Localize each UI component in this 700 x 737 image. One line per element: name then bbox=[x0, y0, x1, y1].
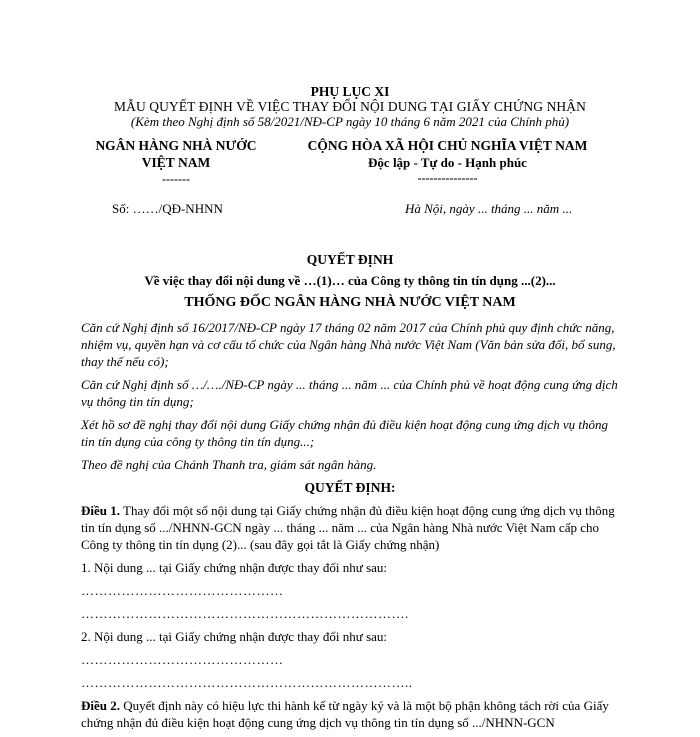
appendix-note: (Kèm theo Nghị định số 58/2021/NĐ-CP ngày 10 tháng 6 năm 2021 của Chính phủ) bbox=[130, 114, 570, 129]
preamble-paragraph: Căn cứ Nghị định số 16/2017/NĐ-CP ngày 17 tháng 02 năm 2017 của Chính phủ quy định chức năng, nhiệm vụ, quyền hạn và cơ cấu tổ chức của Ngân hàng Nhà nước Việt Nam (Văn bản sửa đổi, bổ sung, thay thế nếu có); bbox=[81, 320, 616, 369]
appendix-title: PHỤ LỤC XI bbox=[310, 84, 390, 99]
preamble-paragraph: Theo đề nghị của Chánh Thanh tra, giám sát ngân hàng. bbox=[81, 457, 377, 472]
fill-in-line: ……………………………………… bbox=[81, 583, 284, 598]
nation-name: CỘNG HÒA XÃ HỘI CHỦ NGHĨA VIỆT NAM bbox=[307, 138, 588, 153]
place-and-date: Hà Nội, ngày ... tháng ... năm ... bbox=[405, 201, 573, 216]
issuing-organization bbox=[78, 138, 274, 186]
document-body bbox=[81, 319, 619, 737]
article-2-text: Quyết định này có hiệu lực thi hành kể từ ngày ký và là một bộ phận không tách rời của Giấy chứng nhận đủ điều kiện hoạt động cung ứng dịch vụ thông tin tín dụng số .../NHNN-GCN bbox=[81, 698, 609, 730]
org-name-line1: NGÂN HÀNG NHÀ NƯỚC bbox=[95, 138, 257, 153]
decision-subject: Về việc thay đổi nội dung về …(1)… của Công ty thông tin tín dụng ...(2)... bbox=[144, 273, 556, 288]
appendix-subtitle: MẪU QUYẾT ĐỊNH VỀ VIỆC THAY ĐỔI NỘI DUNG TẠI GIẤY CHỨNG NHẬN bbox=[114, 99, 586, 114]
document-number: Số: ……/QĐ-NHNN bbox=[112, 201, 223, 216]
org-divider: ------- bbox=[162, 171, 190, 186]
fill-in-line: ………………………………………………………………. bbox=[81, 606, 409, 621]
article-1-item-1: 1. Nội dung ... tại Giấy chứng nhận được thay đổi như sau: bbox=[81, 560, 388, 575]
nation-divider: --------------- bbox=[417, 171, 478, 186]
org-name-line2: VIỆT NAM bbox=[141, 154, 211, 170]
fill-in-line: ……………………………………… bbox=[81, 652, 284, 667]
issuing-authority: THỐNG ĐỐC NGÂN HÀNG NHÀ NƯỚC VIỆT NAM bbox=[184, 295, 516, 310]
nation-motto: Độc lập - Tự do - Hạnh phúc bbox=[368, 154, 527, 170]
decision-title: QUYẾT ĐỊNH bbox=[306, 252, 394, 267]
article-1-text: Thay đổi một số nội dung tại Giấy chứng nhận đủ điều kiện hoạt động cung ứng dịch vụ thông tin tín dụng số .../NHNN-GCN ngày ... tháng ... năm ... của Ngân hàng Nhà nước Việt Nam cấp cho Công ty thông tin tín dụng (2)... (sau đây gọi tắt là Giấy chứng nhận) bbox=[81, 503, 615, 552]
fill-in-line: ……………………………………………………………….. bbox=[81, 675, 413, 690]
article-2-label: Điều 2. bbox=[81, 698, 120, 713]
article-1 bbox=[81, 502, 619, 553]
preamble-paragraph: Căn cứ Nghị định số …/…./NĐ-CP ngày ... tháng ... năm ... của Chính phủ về hoạt động cung ứng dịch vụ thông tin tín dụng; bbox=[81, 377, 618, 409]
article-2 bbox=[81, 697, 619, 731]
decides-heading: QUYẾT ĐỊNH: bbox=[304, 480, 396, 495]
article-1-item-2: 2. Nội dung ... tại Giấy chứng nhận được thay đổi như sau: bbox=[81, 629, 388, 644]
national-header bbox=[275, 138, 620, 186]
article-1-label: Điều 1. bbox=[81, 503, 120, 518]
preamble-paragraph: Xét hồ sơ đề nghị thay đổi nội dung Giấy chứng nhận đủ điều kiện hoạt động cung ứng dịch vụ thông tin tín dụng của công ty thông tin tín dụng...; bbox=[81, 417, 608, 449]
